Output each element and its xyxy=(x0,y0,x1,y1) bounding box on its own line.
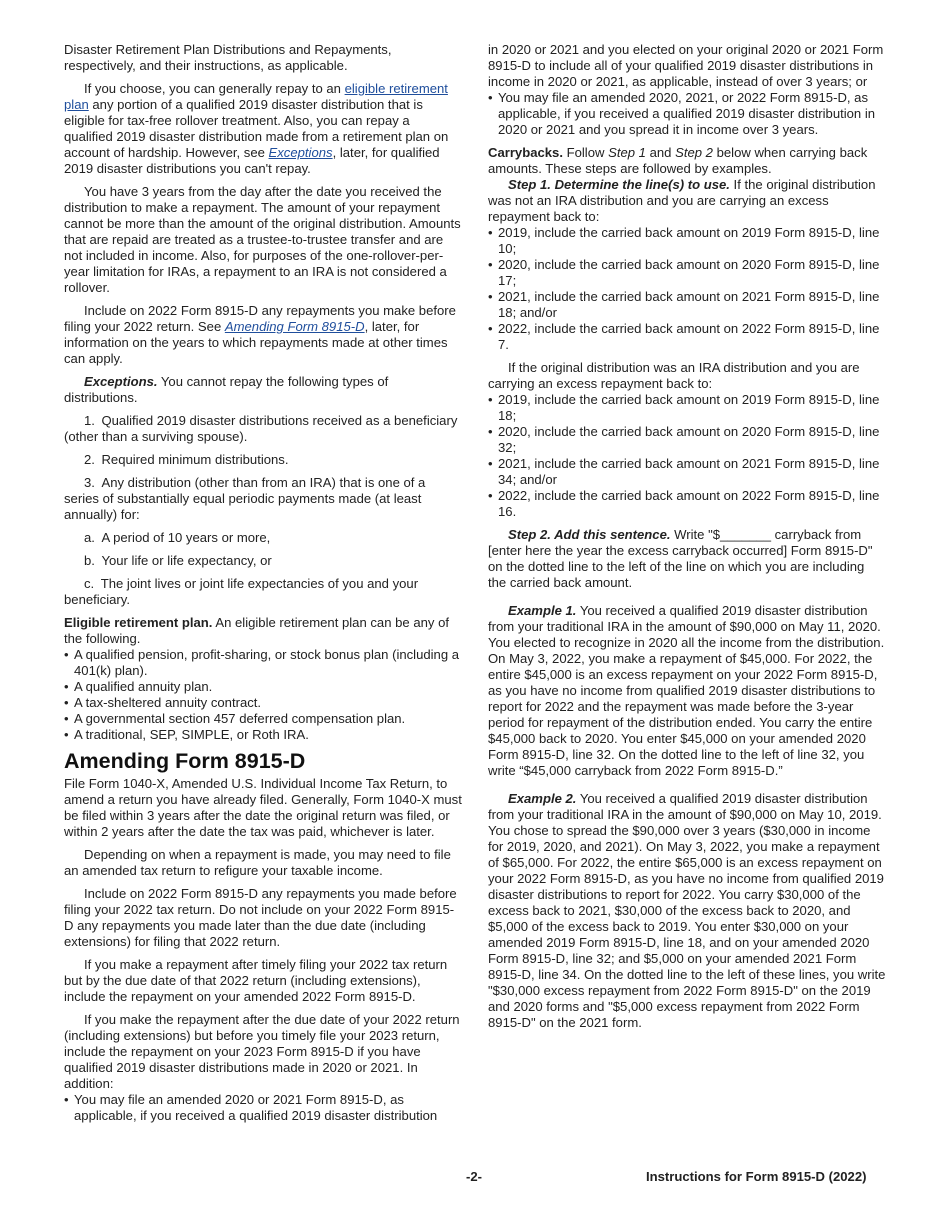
eligible-plan-paragraph xyxy=(64,615,462,647)
three-years-paragraph: You have 3 years from the day after the date you received the distribution to make a repayment. The amount of your repayment cannot be more than the amount of the original distribution. Amounts that are repaid are treated as a trustee-to-trustee transfer and are not included in income. Also, for purposes of the one-rollover-per-year limitation for IRAs, a repayment to an IRA is not considered a rollover. xyxy=(64,184,461,295)
ira-bullet-1: • 2019, include the carried back amount on 2019 Form 8915-D, line 18; xyxy=(488,392,886,424)
step1-bullet-4: • 2022, include the carried back amount on 2022 Form 8915-D, line 7. xyxy=(488,321,886,353)
exceptions-text: You cannot repay the following types of distributions. xyxy=(64,374,389,405)
amending-p3: Include on 2022 Form 8915-D any repayments you made before filing your 2022 tax return. Do not include on your 2022 Form 8915-D any repayments you made later than the due date (including extensions) for filing that 2022 return. xyxy=(64,886,457,949)
eligible-bullet-4: • A governmental section 457 deferred compensation plan. xyxy=(64,711,462,727)
step2-heading: Step 2. Add this sentence. xyxy=(508,527,671,542)
carrybacks-heading: Carrybacks. xyxy=(488,145,563,160)
exception-subitem-a: a. A period of 10 years or more, xyxy=(84,530,271,545)
page-number: -2- xyxy=(466,1169,483,1184)
include-paragraph xyxy=(64,303,462,367)
amending-form-link[interactable]: Amending Form 8915-D xyxy=(224,319,365,334)
step1-paragraph xyxy=(488,177,886,225)
exceptions-link[interactable]: Exceptions xyxy=(268,145,333,160)
eligible-bullet-5: • A traditional, SEP, SIMPLE, or Roth IRA. xyxy=(64,727,462,743)
example1-heading: Example 1. xyxy=(508,603,577,618)
footer-title: Instructions for Form 8915-D (2022) xyxy=(646,1169,867,1184)
amending-heading: Amending Form 8915-D xyxy=(64,749,306,773)
step2-text: Write "$_______ carryback from [enter here the year the excess carryback occurred] Form 8915-D" on the dotted line to the left of the line on which you are including the carried back amount. xyxy=(488,527,873,590)
repay-pre: If you choose, you can generally repay to an xyxy=(84,81,345,96)
eligible-bullet-2: • A qualified annuity plan. xyxy=(64,679,462,695)
exception-subitem-c: c. The joint lives or joint life expectancies of you and your beneficiary. xyxy=(64,576,419,607)
exception-item-2: 2. Required minimum distributions. xyxy=(84,452,289,467)
include-post: , later, for information on the years to which repayments made at other times can apply. xyxy=(64,319,448,366)
carrybacks-post: below when carrying back amounts. These steps are followed by examples. xyxy=(488,145,868,176)
example1-paragraph xyxy=(488,603,886,779)
step1-bullet-2: • 2020, include the carried back amount on 2020 Form 8915-D, line 17; xyxy=(488,257,886,289)
exception-item-1: 1. Qualified 2019 disaster distributions received as a beneficiary (other than a surviving spouse). xyxy=(64,413,458,444)
ira-bullet-2: • 2020, include the carried back amount on 2020 Form 8915-D, line 32; xyxy=(488,424,886,456)
repay-paragraph xyxy=(64,81,462,177)
example2-text: You received a qualified 2019 disaster distribution from your traditional IRA in the amount of $90,000 on May 10, 2019. You chose to spread the $90,000 over 3 years ($30,000 in income for 2019, 2020, and 2021). On May 3, 2022, you make a repayment of $65,000. For 2022, the entire $65,000 is an excess repayment on your 2022 Form 8915-D, as you have no income from qualified 2019 disaster distributions to report for 2022. You carry $30,000 of the excess back to 2021, $30,000 of the excess back to 2020, and $5,000 of the excess back to 2019. You enter $30,000 on your amended 2019 Form 8915-D, line 18, and on your amended 2020 Form 8915-D, line 32; and $5,000 on your amended 2021 Form 8915-D, line 34. On the dotted line to the left of these lines, you write "$30,000 excess repayment from 2022 Form 8915-D" on the 2019 and 2020 forms and "$5,000 excess repayment from 2022 Form 8915-D" on the 2021 form. xyxy=(488,791,886,1030)
repay-mid: any portion of a qualified 2019 disaster distribution that is eligible for tax-free rollover treatment. Also, you can repay a qualified 2019 disaster distribution made from a retirement plan on account of hardship. However, see xyxy=(64,97,449,160)
carrybacks-paragraph xyxy=(488,145,886,177)
step1-text: If the original distribution was not an IRA distribution and you are carrying an excess repayment back to: xyxy=(488,177,876,224)
ira-bullet-3: • 2021, include the carried back amount on 2021 Form 8915-D, line 34; and/or xyxy=(488,456,886,488)
carrybacks-and: and xyxy=(645,145,676,160)
amending-p4: If you make a repayment after timely filing your 2022 tax return but by the due date of that 2022 return (including extensions), include the repayment on your amended 2022 Form 8915-D. xyxy=(64,957,448,1004)
step1-heading: Step 1. Determine the line(s) to use. xyxy=(508,177,730,192)
exceptions-heading: Exceptions. xyxy=(84,374,158,389)
eligible-plan-text: An eligible retirement plan can be any of the following. xyxy=(64,615,450,646)
step1-bullet-3: • 2021, include the carried back amount on 2021 Form 8915-D, line 18; and/or xyxy=(488,289,886,321)
exception-item-3: 3. Any distribution (other than from an IRA) that is one of a series of substantially equal periodic payments made (at least annually) for: xyxy=(64,475,426,522)
carrybacks-step2-ref: Step 2 xyxy=(675,145,713,160)
eligible-bullet-1: • A qualified pension, profit-sharing, or stock bonus plan (including a 401(k) plan). xyxy=(64,647,462,679)
ira-paragraph: If the original distribution was an IRA distribution and you are carrying an excess repayment back to: xyxy=(488,360,860,391)
eligible-bullet-3: • A tax-sheltered annuity contract. xyxy=(64,695,462,711)
right-column xyxy=(488,42,886,1038)
continued-text: in 2020 or 2021 and you elected on your original 2020 or 2021 Form 8915-D to include all of your qualified 2019 disaster distributions in income in 2020 or 2021, as applicable, instead of over 3 years; or xyxy=(488,42,884,89)
carrybacks-step1-ref: Step 1 xyxy=(608,145,646,160)
amending-bullet-1: • You may file an amended 2020 or 2021 Form 8915-D, as applicable, if you received a qualified 2019 disaster distribution xyxy=(64,1092,462,1124)
step2-paragraph xyxy=(488,527,886,591)
left-column xyxy=(64,42,462,1124)
example2-heading: Example 2. xyxy=(508,791,577,806)
amending-bullet-2: • You may file an amended 2020, 2021, or 2022 Form 8915-D, as applicable, if you received a qualified 2019 disaster distribution in 2020 or 2021 and you spread it in income over 3 years. xyxy=(488,90,886,138)
carrybacks-pre: Follow xyxy=(562,145,609,160)
exceptions-paragraph xyxy=(64,374,462,406)
example2-paragraph xyxy=(488,791,886,1031)
repay-post: , later, for qualified 2019 disaster distributions you can't repay. xyxy=(64,145,440,176)
intro-paragraph: Disaster Retirement Plan Distributions and Repayments, respectively, and their instructions, as applicable. xyxy=(64,42,392,73)
example1-text: You received a qualified 2019 disaster distribution from your traditional IRA in the amount of $90,000 on May 11, 2020. You elected to recognize in 2020 all the income from the distribution. On May 3, 2022, you make a repayment of $45,000. For 2022, the entire $45,000 is an excess repayment on your 2022 Form 8915-D, as you have no income from qualified 2019 disaster distributions to report for 2022 and the repayment was made before the 3-year period for repayment of the distribution ended. You carry the entire $45,000 back to 2020. You enter $45,000 on your amended 2020 Form 8915-D, line 32. On the dotted line to the left of line 32, you write “$45,000 carryback from 2022 Form 8915-D.” xyxy=(488,603,885,778)
amending-p1: File Form 1040-X, Amended U.S. Individual Income Tax Return, to amend a return you have already filed. Generally, Form 1040-X must be filed within 3 years after the date the original return was filed, or within 2 years after the date the tax was paid, whichever is later. xyxy=(64,776,462,839)
amending-p2: Depending on when a repayment is made, you may need to file an amended tax return to refigure your taxable income. xyxy=(64,847,451,878)
amending-p5: If you make the repayment after the due date of your 2022 return (including extensions) but before you timely file your 2023 return, include the repayment on your 2023 Form 8915-D if you have qualified 2019 disaster distributions made in 2020 or 2021. In addition: xyxy=(64,1012,460,1091)
step1-bullet-1: • 2019, include the carried back amount on 2019 Form 8915-D, line 10; xyxy=(488,225,886,257)
ira-bullet-4: • 2022, include the carried back amount on 2022 Form 8915-D, line 16. xyxy=(488,488,886,520)
exception-subitem-b: b. Your life or life expectancy, or xyxy=(84,553,272,568)
include-pre: Include on 2022 Form 8915-D any repayments you make before filing your 2022 return. See xyxy=(64,303,456,334)
eligible-retirement-plan-link[interactable]: eligible retirement plan xyxy=(64,81,448,112)
eligible-plan-heading: Eligible retirement plan. xyxy=(64,615,213,630)
